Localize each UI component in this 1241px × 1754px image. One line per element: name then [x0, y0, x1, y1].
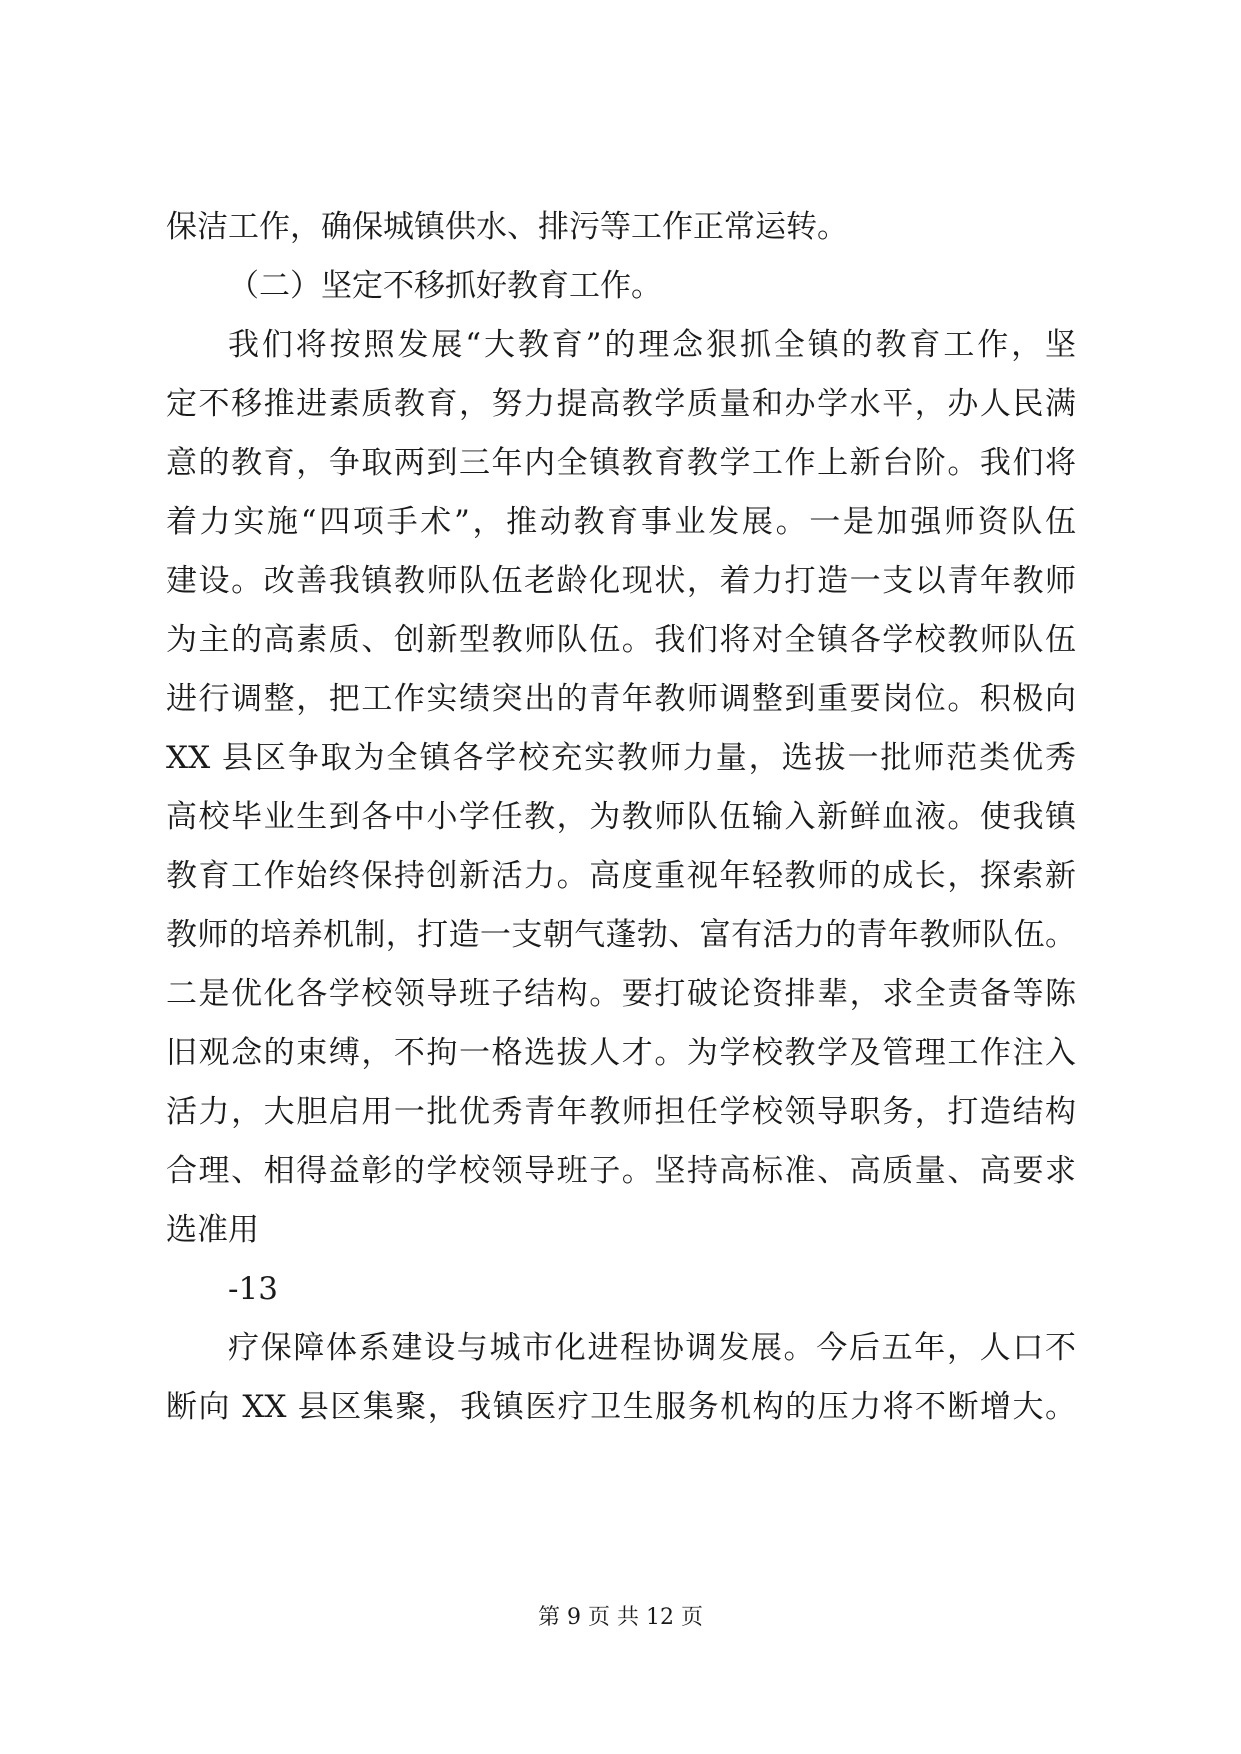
section-heading: （二）坚定不移抓好教育工作。: [228, 268, 662, 304]
text-line: 断向 XX 县区集聚，我镇医疗卫生服务机构的压力将不断增大。: [166, 1389, 1076, 1425]
page-footer: 第 9 页 共 12 页: [538, 1605, 703, 1630]
text-line: 旧观念的束缚，不拘一格选拔人才。为学校教学及管理工作注入: [166, 1035, 1076, 1071]
page-marker: -13: [228, 1271, 278, 1307]
text-line: 保洁工作，确保城镇供水、排污等工作正常运转。: [166, 209, 848, 245]
text-line: 疗保障体系建设与城市化进程协调发展。今后五年，人口不: [228, 1330, 1076, 1366]
text-line: 为主的高素质、创新型教师队伍。我们将对全镇各学校教师队伍: [166, 622, 1076, 658]
text-line: 高校毕业生到各中小学任教，为教师队伍输入新鲜血液。使我镇: [166, 799, 1076, 835]
text-line: 教育工作始终保持创新活力。高度重视年轻教师的成长，探索新: [166, 858, 1076, 894]
text-line: 合理、相得益彰的学校领导班子。坚持高标准、高质量、高要求: [166, 1153, 1076, 1189]
text-line: 定不移推进素质教育，努力提高教学质量和办学水平，办人民满: [166, 386, 1076, 422]
text-line: 活力，大胆启用一批优秀青年教师担任学校领导职务，打造结构: [166, 1094, 1076, 1130]
text-line: 选准用: [166, 1212, 259, 1248]
text-line: XX 县区争取为全镇各学校充实教师力量，选拔一批师范类优秀: [166, 740, 1076, 776]
text-line: 意的教育，争取两到三年内全镇教育教学工作上新台阶。我们将: [166, 445, 1076, 481]
text-line: 进行调整，把工作实绩突出的青年教师调整到重要岗位。积极向: [166, 681, 1076, 717]
text-line: 建设。改善我镇教师队伍老龄化现状，着力打造一支以青年教师: [166, 563, 1076, 599]
text-line: 我们将按照发展“大教育”的理念狠抓全镇的教育工作，坚: [228, 327, 1076, 363]
text-line: 教师的培养机制，打造一支朝气蓬勃、富有活力的青年教师队伍。: [166, 917, 1076, 953]
text-line: 着力实施“四项手术”，推动教育事业发展。一是加强师资队伍: [166, 504, 1076, 540]
text-line: 二是优化各学校领导班子结构。要打破论资排辈，求全责备等陈: [166, 976, 1076, 1012]
